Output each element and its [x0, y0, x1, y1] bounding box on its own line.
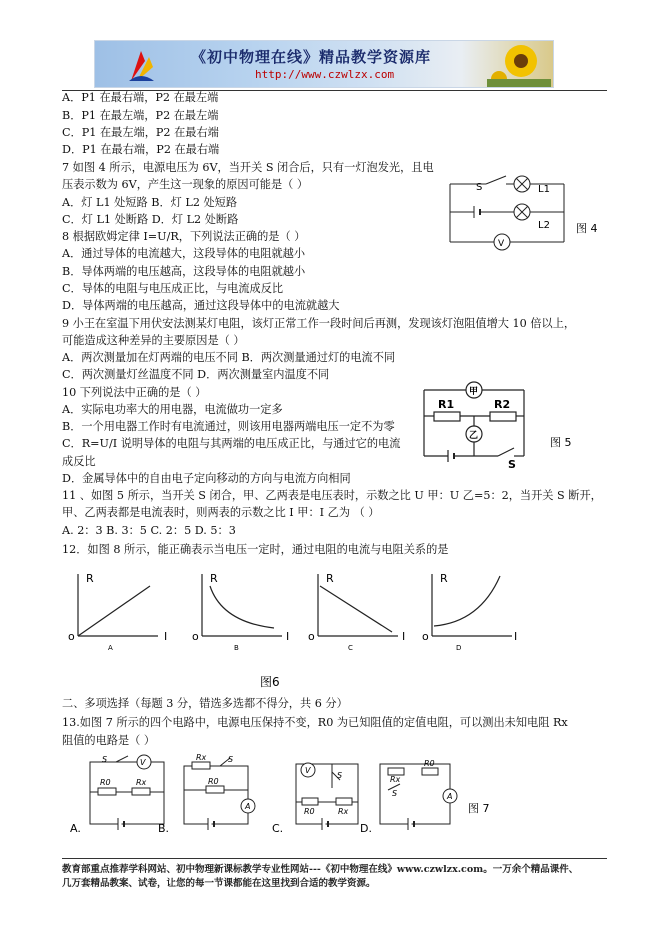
fig4-caption: 图 4: [576, 222, 598, 235]
fig6c-i-label: I: [402, 630, 406, 643]
fig7d-rx-label: Rx: [390, 775, 401, 784]
fig4-switch-label: S: [476, 182, 483, 193]
section-multi-choice: 二、多项选择（每题 3 分，错选多选都不得分，共 6 分）: [62, 697, 348, 710]
fig6d-r-label: R: [440, 572, 448, 585]
fig7c-switch-label: S: [337, 771, 343, 780]
figure-7-circuits: [62, 752, 532, 838]
fig7c-rx-label: Rx: [338, 807, 349, 816]
q6-option-d: D．P1 在最右端，P2 在最右端: [62, 143, 220, 156]
figure-6-graphs: [62, 562, 532, 692]
fig5-r2-label: R2: [494, 398, 511, 411]
fig6a-i-label: I: [164, 630, 168, 643]
fig5-caption: 图 5: [550, 436, 572, 449]
q13-stem-2: 阻值的电路是（ ）: [62, 734, 156, 747]
q6-option-b: B．P1 在最左端，P2 在最左端: [62, 109, 219, 122]
q9-stem-2: 可能造成这种差异的主要原因是（ ）: [62, 334, 245, 347]
fig5-r1-label: R1: [438, 398, 455, 411]
q10-option-d: D．金属导体中的自由电子定向移动的方向与电流方向相同: [62, 472, 351, 485]
fig6-graph-b-label: B: [234, 644, 239, 652]
q8-option-b: B．导体两端的电压越高，这段导体的电阻就越小: [62, 265, 306, 278]
q6-option-c: C．P1 在最左端，P2 在最右端: [62, 126, 219, 139]
fig6d-origin: o: [422, 630, 429, 643]
q11-stem-2: 甲、乙两表都是电流表时，则两表的示数之比 I 甲：I 乙为 （ ）: [62, 506, 380, 519]
fig7b-rx-label: Rx: [196, 753, 207, 762]
q10-option-c-1: C．R=U/I 说明导体的电阻与其两端的电压成正比，与通过它的电流: [62, 437, 401, 450]
q10-option-c-2: 成反比: [62, 455, 96, 468]
fig7-caption: 图 7: [468, 802, 490, 815]
q8-option-d: D．导体两端的电压越高，通过这段导体中的电流就越大: [62, 299, 340, 312]
fig7b-ammeter-icon: A: [245, 802, 251, 811]
q7-options-cd: C．灯 L1 处断路 D．灯 L2 处断路: [62, 213, 239, 226]
site-logo-icon: [127, 47, 155, 83]
fig6b-i-label: I: [286, 630, 290, 643]
fig7-option-b: B.: [158, 822, 170, 835]
footer-line-2: 几万套精品教案、试卷，让您的每一节课都能在这里找到合适的教学资源。: [62, 878, 376, 889]
q9-options-ab: A．两次测量加在灯两端的电压不同 B．两次测量通过灯的电流不同: [62, 351, 396, 364]
fig4-voltmeter-icon: V: [498, 239, 505, 249]
fig7a-switch-label: S: [102, 755, 108, 764]
q8-stem: 8 根据欧姆定律 I=U/R，下列说法正确的是（ ）: [62, 230, 306, 243]
fig6-graph-c-label: C: [348, 644, 353, 652]
header-banner: [94, 40, 554, 88]
fig6-graph-a-label: A: [108, 644, 113, 652]
footer-line-1: 教育部重点推荐学科网站、初中物理新课标教学专业性网站---《初中物理在线》www.czwlzx.com。一万余个精品课件、: [62, 864, 579, 875]
q7-options-ab: A．灯 L1 处短路 B．灯 L2 处短路: [62, 196, 238, 209]
fig7a-r0-label: R0: [100, 778, 111, 787]
q7-stem-2: 压表示数为 6V，产生这一现象的原因可能是（ ）: [62, 178, 309, 191]
figure-4-circuit: [440, 166, 610, 252]
fig7b-r0-label: R0: [208, 777, 219, 786]
fig6b-r-label: R: [210, 572, 218, 585]
q13-stem-1: 13.如图 7 所示的四个电路中，电源电压保持不变，R0 为已知阻值的定值电阻，可以测出未知电阻 Rx: [62, 716, 568, 729]
fig7c-voltmeter-icon: V: [305, 766, 311, 775]
fig6a-origin: o: [68, 630, 75, 643]
fig5-meter-yi-icon: 乙: [469, 431, 479, 441]
banner-title: 《初中物理在线》精品教学资源库: [191, 48, 432, 66]
fig6-caption: 图6: [260, 675, 280, 689]
q9-stem-1: 9 小王在室温下用伏安法测某灯电阻，该灯正常工作一段时间后再测，发现该灯泡阻值增大 10 倍以上，: [62, 317, 576, 330]
fig6-graph-d-label: D: [456, 644, 462, 652]
fig7b-switch-label: S: [228, 755, 234, 764]
figure-5-circuit: [414, 380, 584, 472]
q10-option-a: A．实际电功率大的用电器，电流做功一定多: [62, 403, 283, 416]
footer-rule: [62, 858, 607, 859]
q8-option-a: A．通过导体的电流越大，这段导体的电阻就越小: [62, 247, 306, 260]
fig7-option-c: C.: [272, 822, 284, 835]
fig4-l2-label: L2: [538, 220, 550, 231]
q11-options: A. 2：3 B. 3：5 C. 2：5 D. 5：3: [62, 524, 236, 537]
sunflower-icon: [487, 41, 551, 87]
banner-url: http://www.czwlzx.com: [255, 68, 395, 81]
q8-option-c: C．导体的电阻与电压成正比，与电流成反比: [62, 282, 284, 295]
fig7d-r0-label: R0: [424, 759, 435, 768]
fig7-option-a: A.: [70, 822, 81, 835]
q12-stem: 12．如图 8 所示，能正确表示当电压一定时，通过电阻的电流与电阻关系的是: [62, 543, 449, 556]
q6-option-a: A．P1 在最右端，P2 在最左端: [62, 91, 219, 104]
fig7c-r0-label: R0: [304, 807, 315, 816]
q10-option-b: B．一个用电器工作时有电流通过，则该用电器两端电压一定不为零: [62, 420, 395, 433]
fig7a-rx-label: Rx: [136, 778, 147, 787]
fig6d-i-label: I: [514, 630, 518, 643]
fig7d-switch-label: S: [392, 789, 398, 798]
fig7a-voltmeter-icon: V: [140, 758, 146, 767]
fig6b-origin: o: [192, 630, 199, 643]
fig5-meter-jia-icon: 甲: [469, 387, 479, 397]
fig6a-r-label: R: [86, 572, 94, 585]
q10-stem: 10 下列说法中正确的是（ ）: [62, 386, 207, 399]
fig5-switch-label: S: [508, 458, 516, 471]
q9-options-cd: C．两次测量灯丝温度不同 D．两次测量室内温度不同: [62, 368, 330, 381]
q7-stem-1: 7 如图 4 所示，电源电压为 6V，当开关 S 闭合后，只有一灯泡发光，且电: [62, 161, 434, 174]
fig6c-origin: o: [308, 630, 315, 643]
fig4-l1-label: L1: [538, 184, 550, 195]
fig7-option-d: D.: [360, 822, 372, 835]
q11-stem-1: 11 、如图 5 所示，当开关 S 闭合，甲、乙两表是电压表时，示数之比 U 甲：U 乙=5：2，当开关 S 断开，: [62, 489, 602, 502]
fig6c-r-label: R: [326, 572, 334, 585]
fig7d-ammeter-icon: A: [447, 792, 453, 801]
